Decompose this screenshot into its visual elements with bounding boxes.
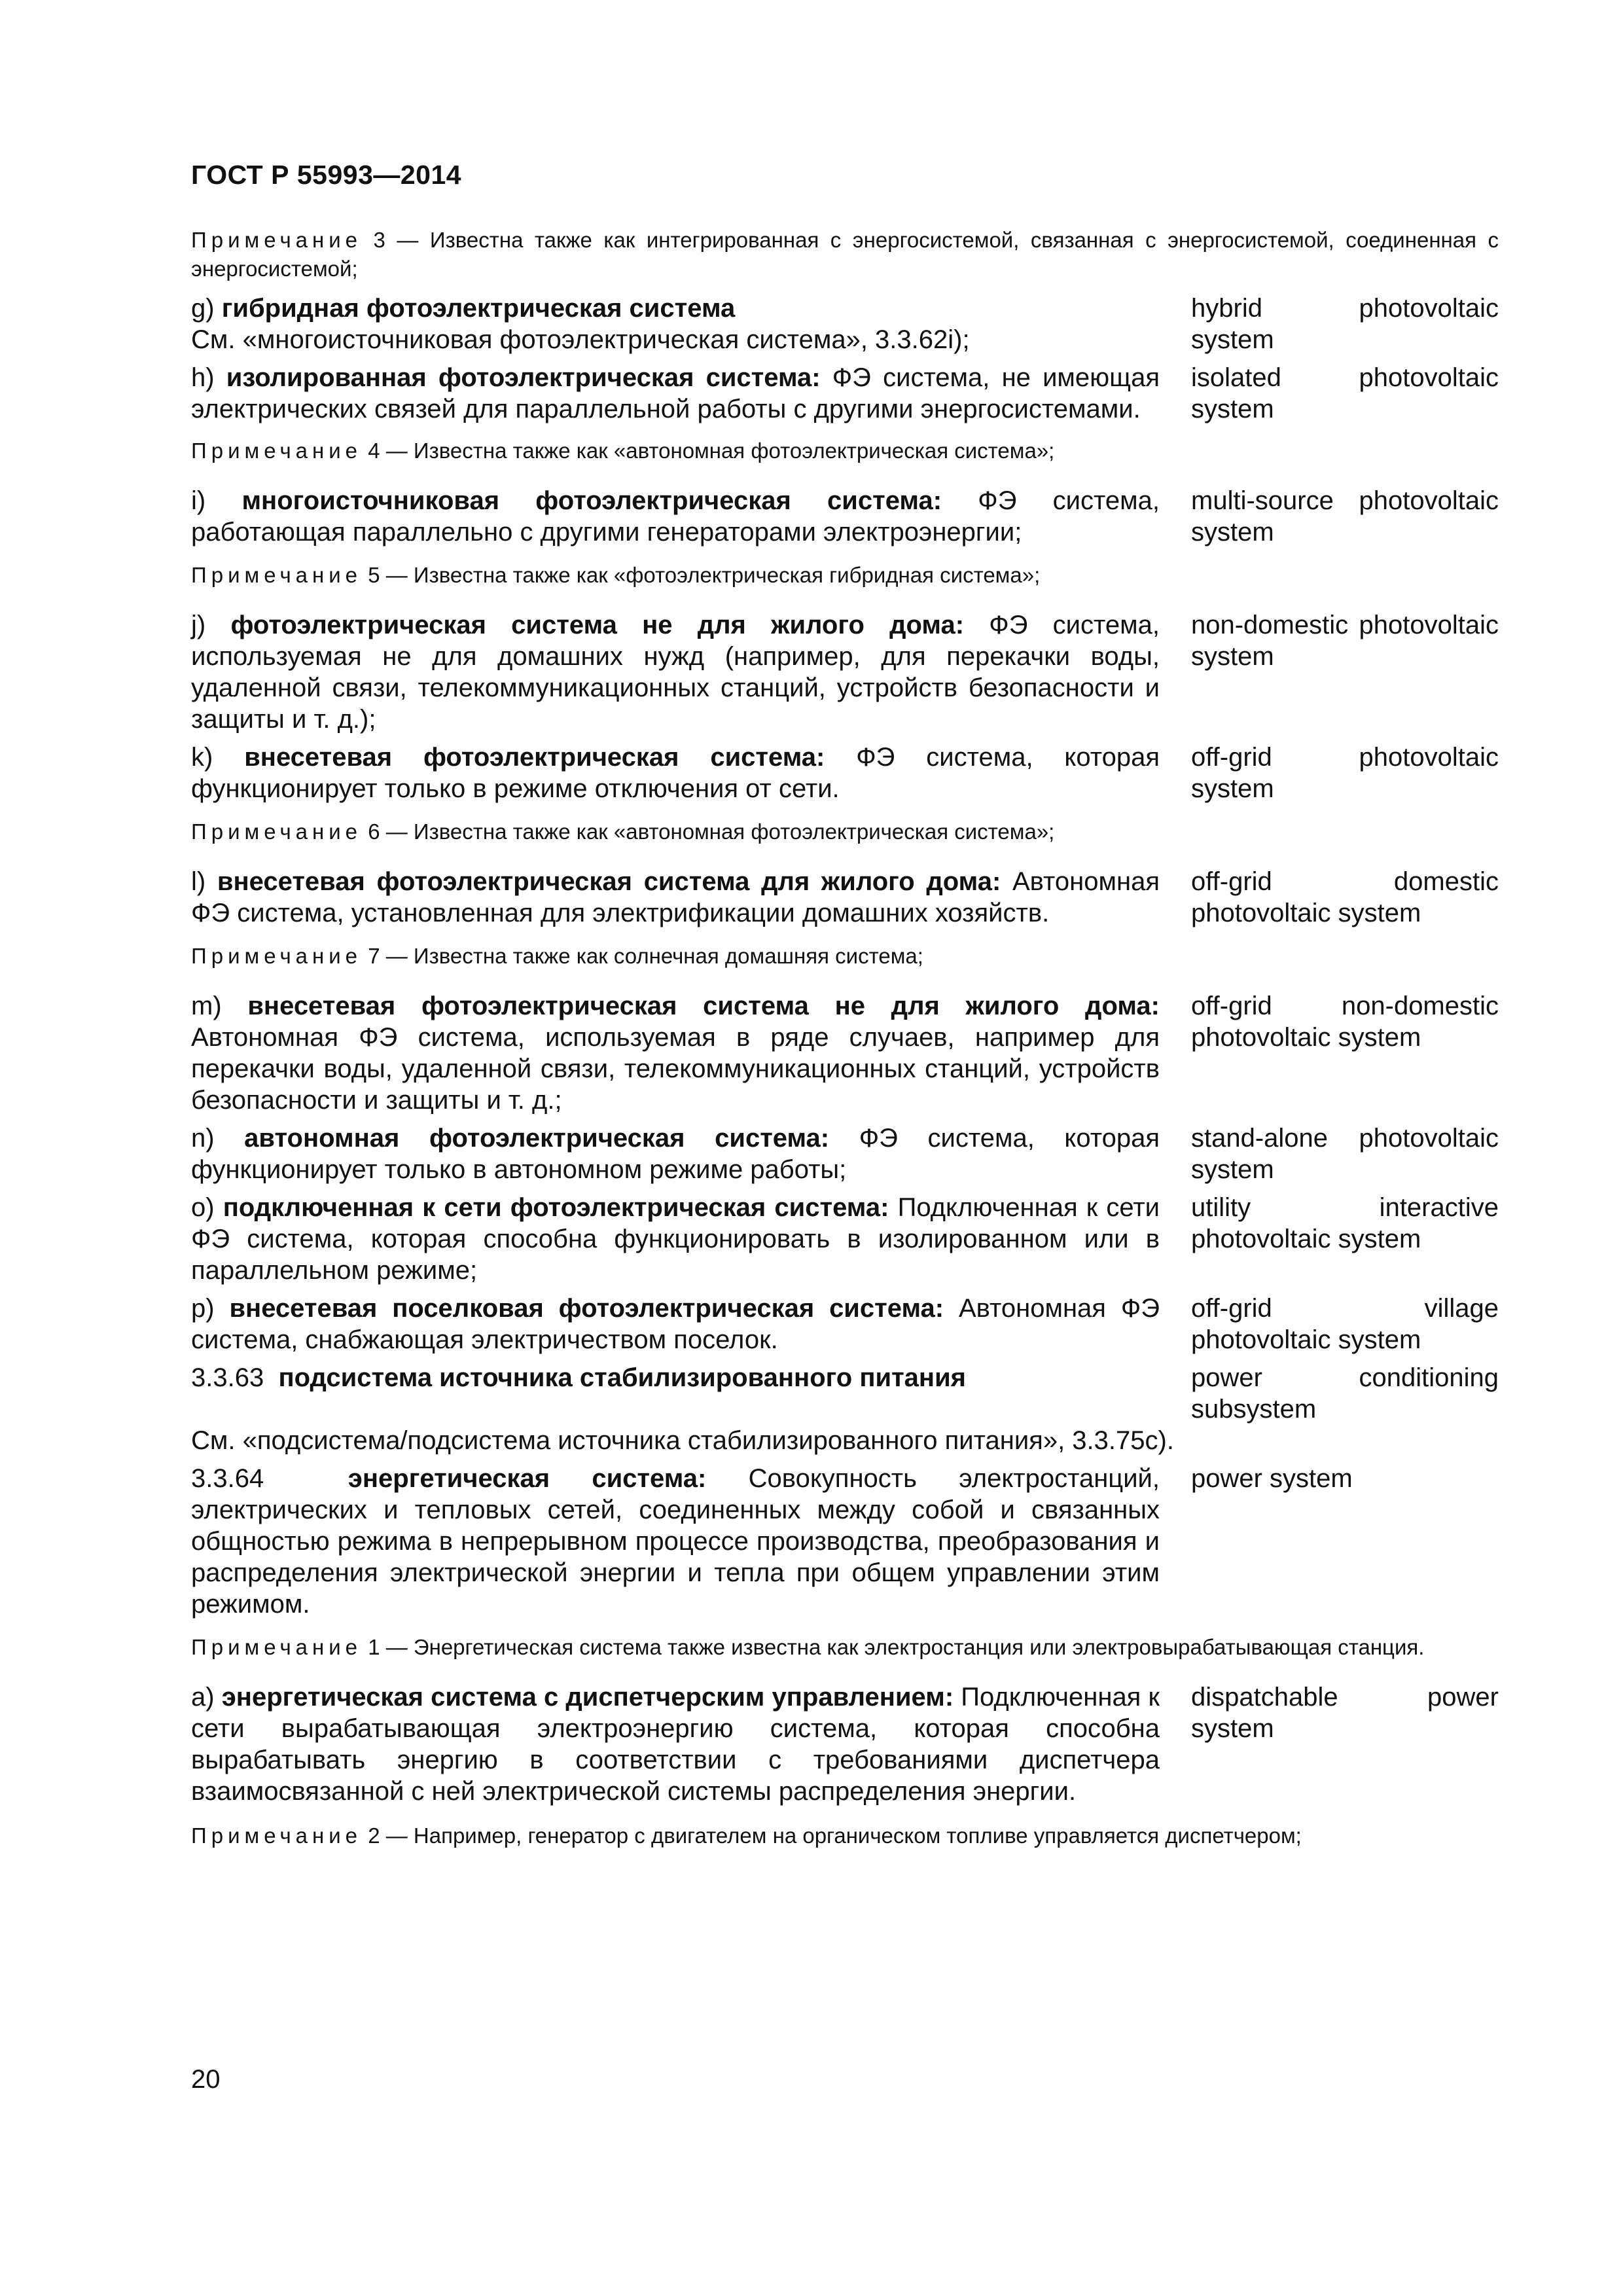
term-en: isolated photovoltaic system [1191,363,1499,423]
term-en: utility interactive photovoltaic system [1191,1193,1499,1253]
standard-designation: ГОСТ Р 55993—2014 [191,160,462,190]
term-entry-a [191,1681,1499,1807]
term-entry-m [191,990,1499,1116]
term-en: power conditioning subsystem [1191,1363,1499,1424]
term-ru: 3.3.64 энергетическая система: Совокупность электростанций, электрических и тепловых сетей, соединенных между собой и связанных общностью режима в непрерывном процессе производства, преобразования и распределения электрической энергии и тепла при общем управлении этим режимом. [191,1464,1160,1619]
note-power-system-2: Примечание 2 — Например, генератор с двигателем на органическом топливе управляется диспетчером; [191,1823,1302,1848]
term-en: off-grid photovoltaic system [1191,743,1499,803]
term-ru: l) внесетевая фотоэлектрическая система для жилого дома: Автономная ФЭ система, установленная для электрификации домашних хозяйств. [191,867,1160,927]
note-7: Примечание 7 — Известна также как солнечная домашняя система; [191,944,923,968]
term-entry-o [191,1192,1499,1286]
term-entry-p [191,1293,1499,1355]
term-en: power system [1191,1464,1353,1493]
term-ru: n) автономная фотоэлектрическая система: ФЭ система, которая функционирует только в автономном режиме работы; [191,1124,1160,1184]
term-entry-k [191,742,1499,804]
term-entry-j [191,609,1499,735]
term-ru: g) гибридная фотоэлектрическая система См. «многоисточниковая фотоэлектрическая система», 3.3.62i); [191,294,970,354]
term-ru: 3.3.63 подсистема источника стабилизированного питания [191,1363,967,1392]
term-entry-g [191,293,1499,355]
term-entry-i [191,485,1499,548]
term-en: stand-alone photovoltaic system [1191,1124,1499,1184]
note-6: Примечание 6 — Известна также как «автономная фотоэлектрическая система»; [191,819,1055,844]
section-3-3-63 [191,1362,1499,1425]
note-3: Примечание 3 — Известна также как интегрированная с энергосистемой, связанная с энергосистемой, соединенная с энергосистемой; [191,228,1499,281]
term-en: off-grid village photovoltaic system [1191,1294,1499,1354]
term-ru: i) многоисточниковая фотоэлектрическая система: ФЭ система, работающая параллельно с другими генераторами электроэнергии; [191,486,1160,547]
section-3-3-64 [191,1463,1499,1620]
term-ru: p) внесетевая поселковая фотоэлектрическая система: Автономная ФЭ система, снабжающая электричеством поселок. [191,1294,1160,1354]
term-entry-n [191,1122,1499,1185]
term-ru: k) внесетевая фотоэлектрическая система: ФЭ система, которая функционирует только в режиме отключения от сети. [191,743,1160,803]
note-power-system-1: Примечание 1 — Энергетическая система также известна как электростанция или электровырабатывающая станция. [191,1635,1425,1659]
term-en: off-grid domestic photovoltaic system [1191,867,1499,927]
note-5: Примечание 5 — Известна также как «фотоэлектрическая гибридная система»; [191,563,1041,587]
document-body [191,226,1499,1850]
term-ru: a) энергетическая система с диспетчерским управлением: Подключенная к сети вырабатывающая электроэнергию система, которая способна вырабатывать энергию в соответствии с требованиями диспетчера взаимосвязанной с ней электрической системы распределения энергии. [191,1683,1160,1806]
page-number: 20 [191,2065,221,2094]
note-4: Примечание 4 — Известна также как «автономная фотоэлектрическая система»; [191,439,1055,463]
term-en: non-domestic photovoltaic system [1191,611,1499,671]
term-en: hybrid photovoltaic system [1191,294,1499,354]
term-entry-l [191,866,1499,929]
term-ru: m) внесетевая фотоэлектрическая система не для жилого дома: Автономная ФЭ система, используемая в ряде случаев, например для перекачки воды, удаленной связи, телекоммуникационных станций, устройств безопасности и защиты и т. д.; [191,992,1160,1115]
term-ru: o) подключенная к сети фотоэлектрическая система: Подключенная к сети ФЭ система, которая способна функционировать в изолированном или в параллельном режиме; [191,1193,1160,1285]
term-ru: h) изолированная фотоэлектрическая система: ФЭ система, не имеющая электрических связей для параллельной работы с другими энергосистемами. [191,363,1160,423]
term-en: multi-source photovoltaic system [1191,486,1499,547]
term-en: dispatchable power system [1191,1683,1499,1743]
section-3-3-63-reference: См. «подсистема/подсистема источника стабилизированного питания», 3.3.75c). [191,1426,1174,1455]
term-en: off-grid non-domestic photovoltaic system [1191,992,1499,1052]
term-ru: j) фотоэлектрическая система не для жилого дома: ФЭ система, используемая не для домашних нужд (например, для перекачки воды, удаленной связи, телекоммуникационных станций, устройств безопасности и защиты и т. д.); [191,611,1160,734]
term-entry-h [191,362,1499,425]
